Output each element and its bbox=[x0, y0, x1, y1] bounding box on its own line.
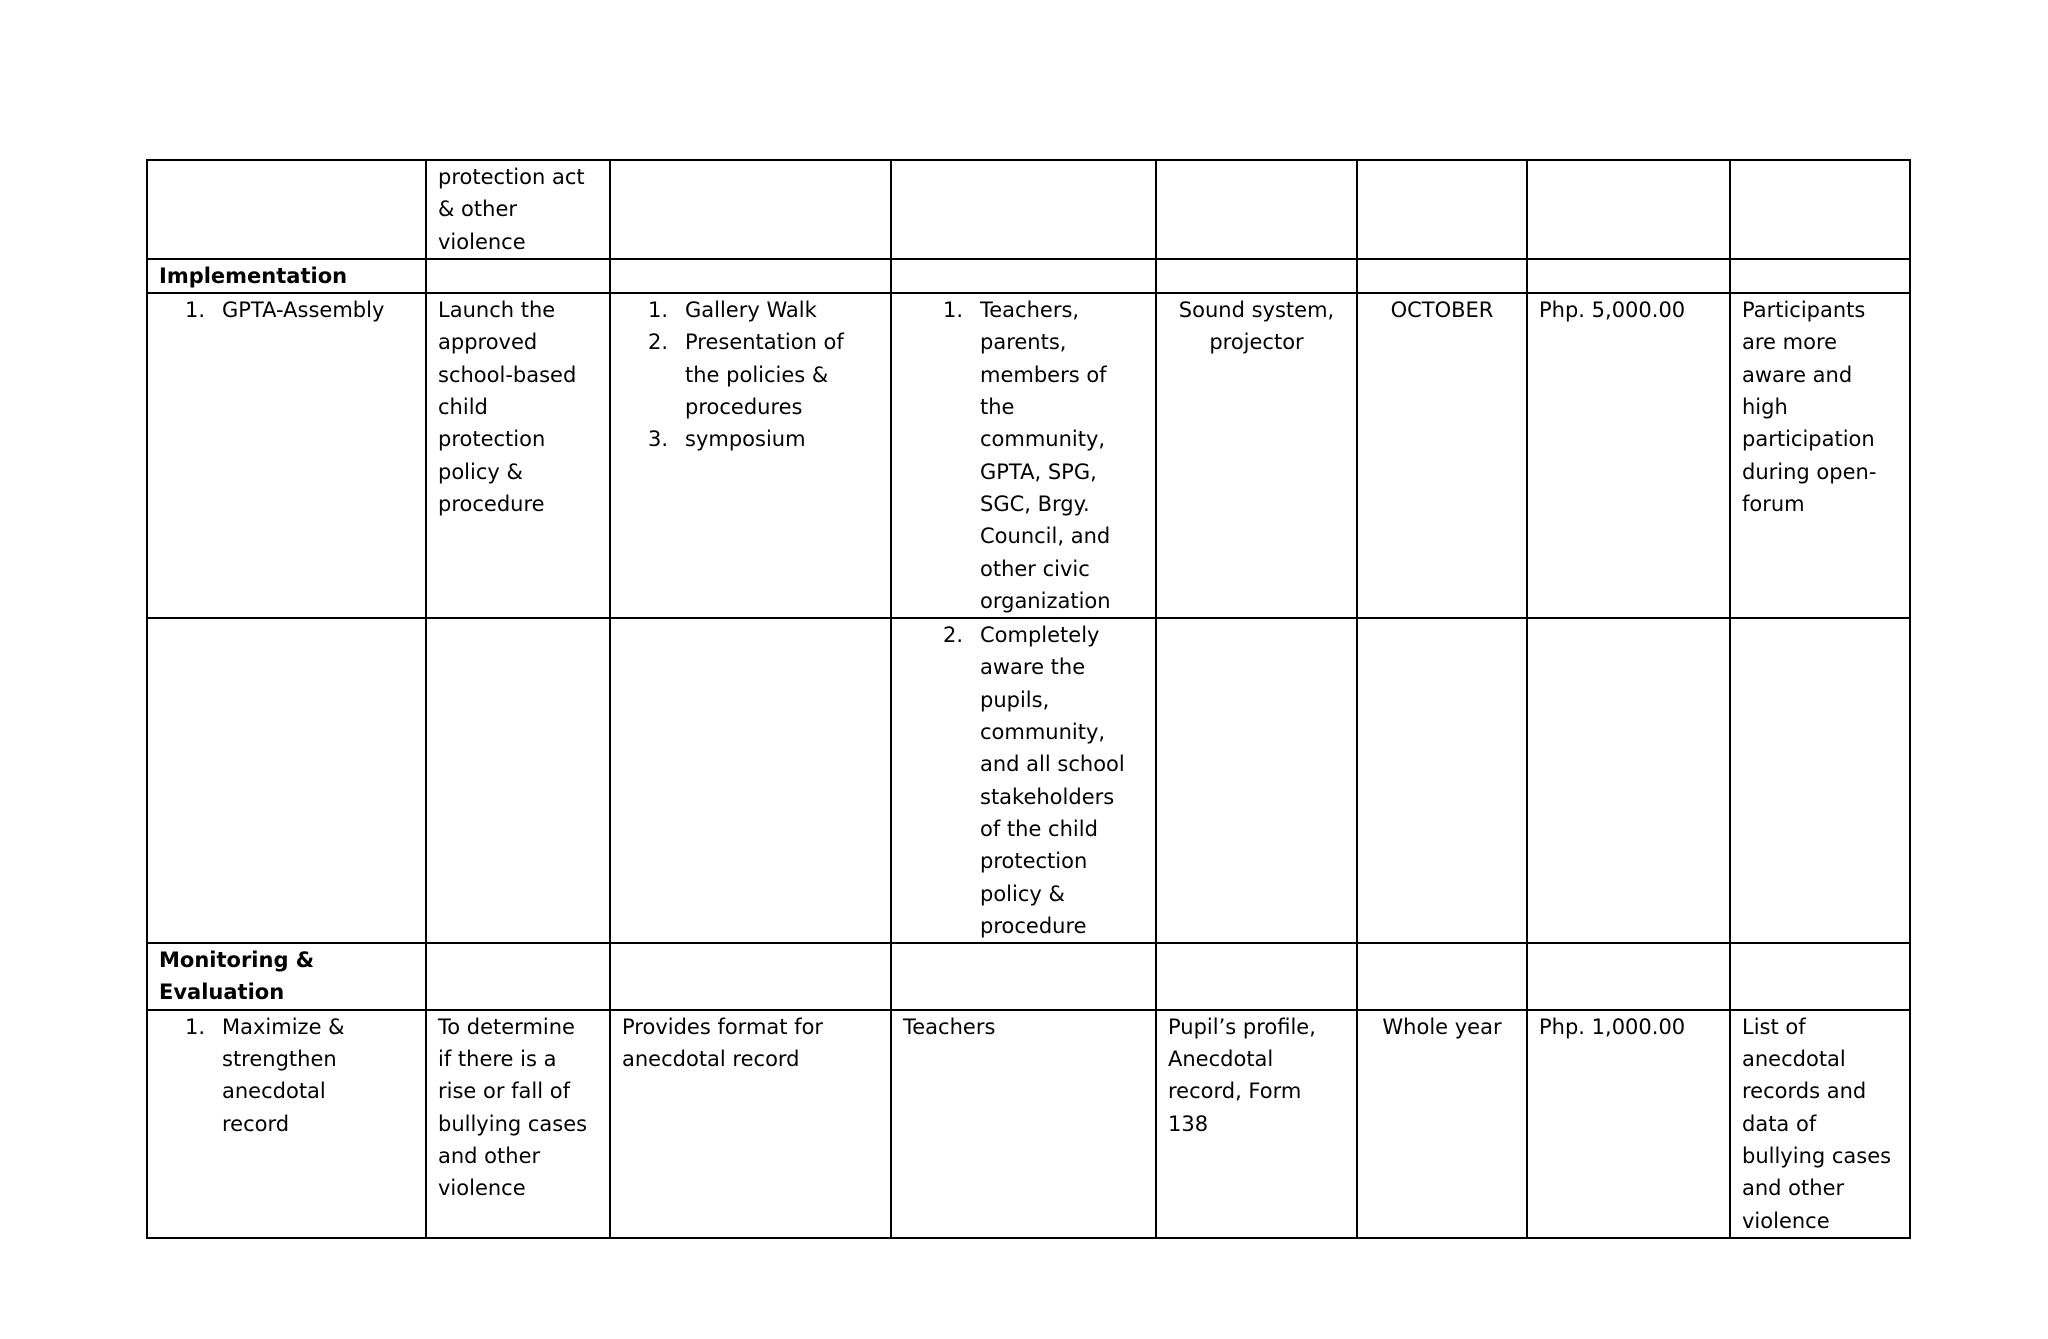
activity-cell bbox=[147, 293, 426, 618]
outcome-cell: Participants are more aware and high participation during open- forum bbox=[1730, 293, 1910, 618]
budget-cell: Php. 1,000.00 bbox=[1527, 1010, 1730, 1238]
table-row bbox=[147, 160, 1910, 259]
resources-cell bbox=[1156, 160, 1357, 259]
time-frame-cell bbox=[1357, 160, 1527, 259]
table-row bbox=[147, 1010, 1910, 1238]
persons-cell bbox=[891, 618, 1156, 943]
action-plan-table bbox=[146, 159, 1911, 1239]
list-item: 3. symposium bbox=[647, 427, 806, 452]
strategy-cell bbox=[610, 293, 891, 618]
persons-cell bbox=[891, 293, 1156, 618]
list-item: 1. Maximize & strengthen anecdotal record bbox=[184, 1014, 345, 1136]
table-row bbox=[147, 943, 1910, 1010]
activity-cell bbox=[147, 160, 426, 259]
list-item: 1. Teachers, parents, members of the community, GPTA, SPG, SGC, Brgy. Council, and other civic organization bbox=[942, 298, 1111, 613]
section-header-implementation: Implementation bbox=[147, 259, 426, 293]
objective-cell: protection act & other violence bbox=[426, 160, 610, 259]
budget-cell bbox=[1527, 160, 1730, 259]
section-header-monitoring: Monitoring & Evaluation bbox=[147, 943, 426, 1010]
objective-cell: Launch the approved school-based child protection policy & procedure bbox=[426, 293, 610, 618]
list-item: 2. Completely aware the pupils, community, and all school stakeholders of the child protection policy & procedure bbox=[942, 623, 1125, 938]
outcome-cell: List of anecdotal records and data of bullying cases and other violence bbox=[1730, 1010, 1910, 1238]
table-row bbox=[147, 618, 1910, 943]
table-row bbox=[147, 259, 1910, 293]
list-item: 1. GPTA-Assembly bbox=[184, 298, 385, 323]
objective-cell: To determine if there is a rise or fall of bullying cases and other violence bbox=[426, 1010, 610, 1238]
strategy-cell bbox=[610, 160, 891, 259]
time-frame-cell: Whole year bbox=[1357, 1010, 1527, 1238]
persons-cell bbox=[891, 160, 1156, 259]
strategy-cell: Provides format for anecdotal record bbox=[610, 1010, 891, 1238]
activity-cell bbox=[147, 1010, 426, 1238]
table-row bbox=[147, 293, 1910, 618]
time-frame-cell: OCTOBER bbox=[1357, 293, 1527, 618]
resources-cell: Pupil’s profile, Anecdotal record, Form 138 bbox=[1156, 1010, 1357, 1238]
resources-cell: Sound system, projector bbox=[1156, 293, 1357, 618]
list-item: 1. Gallery Walk bbox=[647, 298, 817, 323]
outcome-cell bbox=[1730, 160, 1910, 259]
list-item: 2. Presentation of the policies & procedures bbox=[647, 330, 844, 420]
budget-cell: Php. 5,000.00 bbox=[1527, 293, 1730, 618]
persons-cell: Teachers bbox=[891, 1010, 1156, 1238]
